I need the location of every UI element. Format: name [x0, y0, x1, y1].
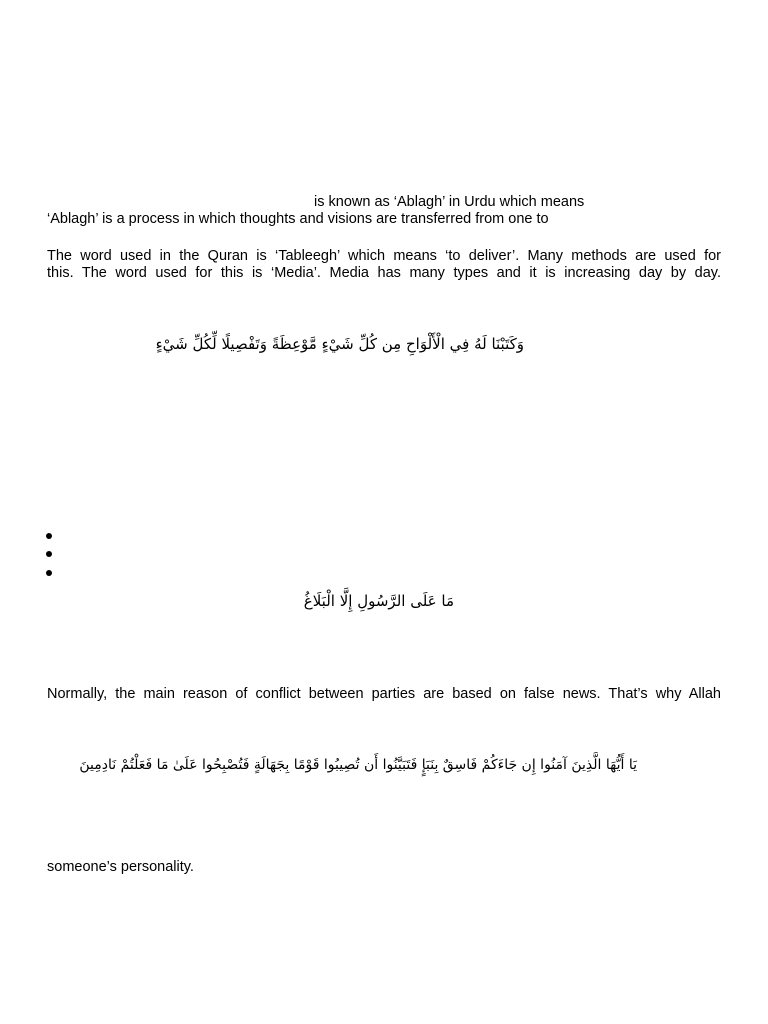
- arabic-verse-messenger: مَا عَلَى الرَّسُولِ إِلَّا الْبَلَاغُ: [303, 592, 454, 610]
- text-line-personality: someone’s personality.: [47, 859, 194, 875]
- bullet-point: [46, 533, 52, 539]
- text-line-known-as: is known as ‘Ablagh’ in Urdu which means: [314, 194, 585, 210]
- paragraph-conflict: Normally, the main reason of conflict between parties are based on false news. That’s why Allah: [47, 686, 721, 702]
- arabic-verse-verify-news: يَا أَيُّهَا الَّذِينَ آمَنُوا إِن جَاءَكُمْ فَاسِقٌ بِنَبَإٍ فَتَبَيَّنُوا أَن تُصِيبُوا قَوْمًا بِجَهَالَةٍ فَتُصْبِحُوا عَلَىٰ مَا فَعَلْتُمْ نَادِمِينَ: [79, 757, 637, 773]
- paragraph-quran-line-1: The word used in the Quran is ‘Tableegh’ which means ‘to deliver’. Many methods are used for: [47, 248, 721, 264]
- bullet-point: [46, 570, 52, 576]
- bullet-point: [46, 551, 52, 557]
- arabic-verse-tablets: وَكَتَبْنَا لَهُ فِي الْأَلْوَاحِ مِن كُلِّ شَيْءٍ مَّوْعِظَةً وَتَفْصِيلًا لِّكُلِّ شَيْءٍ: [155, 335, 524, 353]
- text-line-ablagh-process: ‘Ablagh’ is a process in which thoughts and visions are transferred from one to: [47, 211, 549, 227]
- paragraph-quran-line-2: this. The word used for this is ‘Media’. Media has many types and it is increasing day by day.: [47, 265, 721, 281]
